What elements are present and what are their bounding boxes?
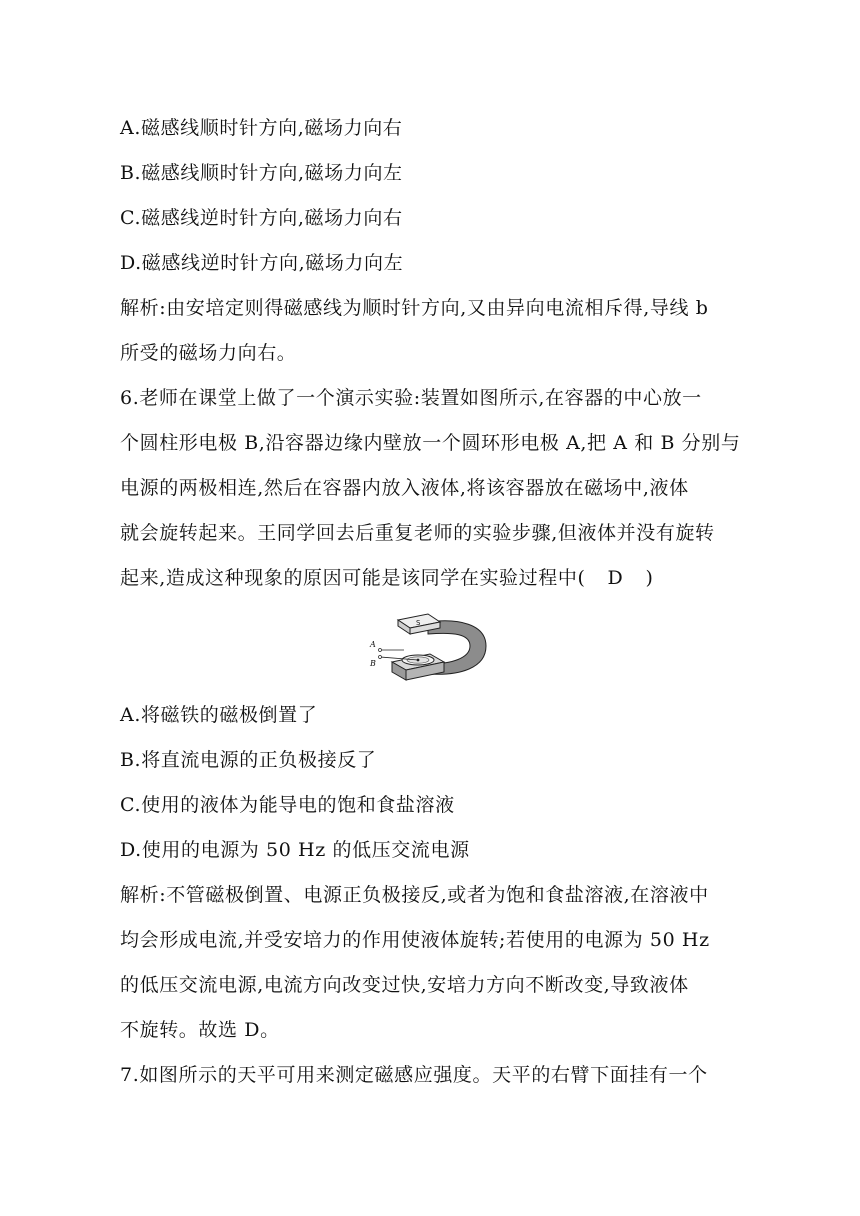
q6-option-d: D.使用的电源为 50 Hz 的低压交流电源 <box>120 839 470 861</box>
q7-stem-line-1: 7.如图所示的天平可用来测定磁感应强度。天平的右臂下面挂有一个 <box>120 1064 708 1086</box>
q6-analysis-line-2: 均会形成电流,并受安培力的作用使液体旋转;若使用的电源为 50 Hz <box>120 929 710 951</box>
q6-analysis-line-4: 不旋转。故选 D。 <box>120 1019 280 1041</box>
q6-stem-line-4: 就会旋转起来。王同学回去后重复老师的实验步骤,但液体并没有旋转 <box>120 522 715 544</box>
q5-analysis-line-2: 所受的磁场力向右。 <box>120 342 297 364</box>
q5-option-a: A.磁感线顺时针方向,磁场力向右 <box>120 117 403 139</box>
terminal-a <box>379 649 382 652</box>
q6-option-a: A.将磁铁的磁极倒置了 <box>120 704 318 726</box>
q5-option-c: C.磁感线逆时针方向,磁场力向右 <box>120 207 403 229</box>
magnet-container-figure <box>368 610 492 690</box>
q6-stem-line-1: 6.老师在课堂上做了一个演示实验:装置如图所示,在容器的中心放一 <box>120 387 702 409</box>
q6-stem-line-3: 电源的两极相连,然后在容器内放入液体,将该容器放在磁场中,液体 <box>120 477 689 499</box>
q6-stem-prefix: 起来,造成这种现象的原因可能是该同学在实验过程中( <box>120 567 586 589</box>
label-b: B <box>370 659 376 668</box>
q6-analysis-line-3: 的低压交流电源,电流方向改变过快,安培力方向不断改变,导致液体 <box>120 974 689 996</box>
q6-stem-line-2: 个圆柱形电极 B,沿容器边缘内壁放一个圆环形电极 A,把 A 和 B 分别与 <box>120 432 741 454</box>
q5-analysis-line-1: 解析:由安培定则得磁感线为顺时针方向,又由异向电流相斥得,导线 b <box>120 297 709 319</box>
label-s: S <box>416 619 421 627</box>
q6-stem-suffix: ) <box>645 567 654 589</box>
q6-stem-line-5 <box>120 566 653 590</box>
q6-option-c: C.使用的液体为能导电的饱和食盐溶液 <box>120 794 455 816</box>
q6-answer: D <box>607 567 624 589</box>
terminal-b <box>379 656 382 659</box>
q6-option-b: B.将直流电源的正负极接反了 <box>120 749 377 771</box>
q6-analysis-line-1: 解析:不管磁极倒置、电源正负极接反,或者为饱和食盐溶液,在溶液中 <box>120 884 709 906</box>
q5-option-b: B.磁感线顺时针方向,磁场力向左 <box>120 162 403 184</box>
q5-option-d: D.磁感线逆时针方向,磁场力向左 <box>120 252 404 274</box>
label-a: A <box>370 640 376 649</box>
